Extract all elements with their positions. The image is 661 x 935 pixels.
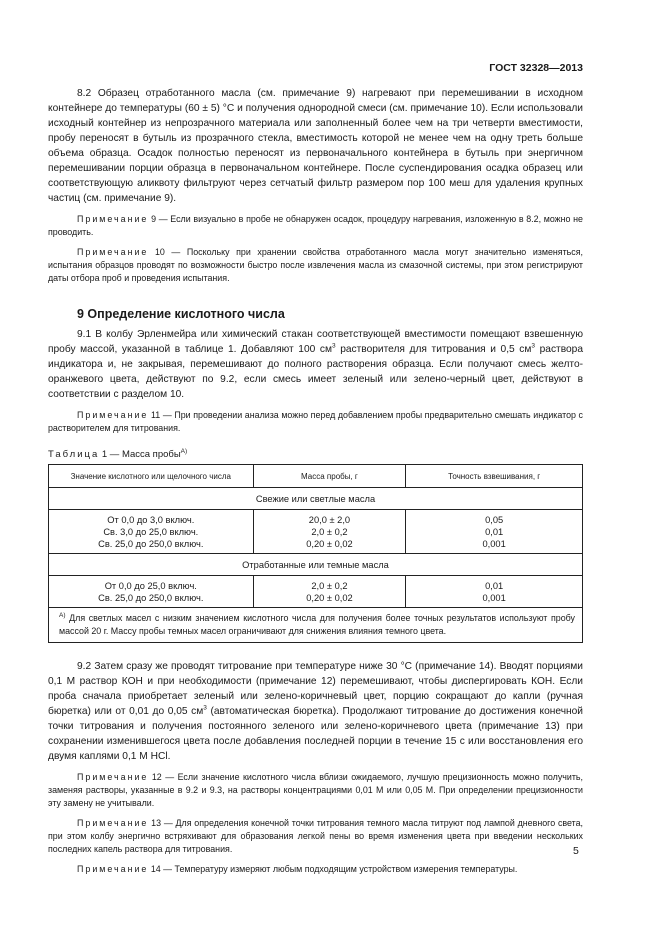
note-label: Примечание	[77, 247, 149, 257]
section-used-oils: Отработанные или темные масла	[49, 554, 583, 576]
note-label: Примечание	[77, 864, 149, 874]
section-row-fresh	[49, 488, 583, 510]
range-value: Св. 25,0 до 250,0 включ.	[98, 593, 204, 603]
paragraph-8-2: 8.2 Образец отработанного масла (см. примечание 9) нагревают при перемешивании в исходном контейнере до температуры (60 ± 5) °С и получения однородной смеси (см. примечание 10). Если использовали исходный контейнер из непрозрачного материала или заполненный более чем на три четверти вместимости, пробу переносят в бутыль из прозрачного стекла, вместимость которой не менее чем на одну треть больше объема образца. Осадок полностью переносят из первоначального контейнера в бутыль при энергичном перемешивании порции образца в первоначальном контейнере. После суспендирования осадка образец или соответствующую аликвоту фильтруют через сетчатый фильтр размером пор 100 меш для удаления крупных частиц (см. примечание 9).	[48, 88, 583, 204]
section-fresh-oils: Свежие или светлые масла	[49, 488, 583, 510]
superscript: 3	[531, 342, 536, 350]
note-text: — Для определения конечной точки титрования темного масла титруют под лампой дневного света, при этом колбу энергично встряхивают для образования легкой пены во время изменения цвета при введении нескольких последних капель раствора для титрования.	[48, 818, 583, 854]
accuracy-value: 0,01	[485, 581, 504, 591]
range-value: Св. 3,0 до 25,0 включ.	[103, 527, 199, 537]
note-label: Примечание	[77, 818, 149, 828]
page-number: 5	[573, 845, 579, 857]
accuracy-value: 0,001	[482, 539, 506, 549]
table-1-sample-mass	[48, 464, 583, 643]
note-10	[48, 246, 583, 285]
text-run: растворителя для титрования и 0,5 см	[335, 344, 532, 355]
table-footnote-row	[49, 608, 583, 643]
note-number: 11	[151, 410, 161, 420]
range-value: От 0,0 до 3,0 включ.	[107, 515, 195, 525]
header-sample-mass: Масса пробы, г	[253, 465, 406, 488]
footnote-mark: A)	[59, 612, 66, 620]
note-14	[48, 863, 583, 876]
caption-footnote-mark: A)	[180, 447, 188, 455]
note-text: — Поскольку при хранении свойства отработанного масла могут значительно изменяться, испытания образцов проводят по возможности быстро после извлечения масла из смазочной системы, при этом регистрируют даты отбора проб и проведения испытания.	[48, 247, 583, 283]
superscript: 3	[203, 704, 207, 712]
note-12	[48, 771, 583, 810]
table-header-row	[49, 465, 583, 488]
note-text: — Если значение кислотного числа вблизи ожидаемого, лучшую прецизионность можно получить, заменяя растворы, указанные в 9.2 и 9.3, на растворы концентрациями 0,01 M или 0,05 M. При определении прецизионности эту замену не учитывали.	[48, 772, 583, 808]
note-number: 13	[151, 818, 162, 828]
note-13	[48, 817, 583, 856]
note-number: 10	[154, 247, 165, 257]
text-run: 9.1 В колбу Эрленмейра или химический стакан соответствующей вместимости помещают взвешенную пробу массой, указанной в таблице 1. Добавляют 100 см	[48, 329, 583, 355]
range-value: Св. 25,0 до 250,0 включ.	[98, 539, 204, 549]
table-row-group-used	[49, 576, 583, 608]
accuracy-value: 0,01	[485, 527, 504, 537]
note-text: — Температуру измеряют любым подходящим устройством измерения температуры.	[160, 864, 518, 874]
range-value: От 0,0 до 25,0 включ.	[104, 581, 197, 591]
page-content	[48, 86, 583, 876]
cell-accuracies	[406, 510, 583, 554]
mass-value: 0,20 ± 0,02	[306, 539, 353, 549]
note-label: Примечание	[77, 772, 149, 782]
note-number: 9	[151, 214, 157, 224]
mass-value: 20,0 ± 2,0	[308, 515, 351, 525]
cell-masses	[253, 576, 406, 608]
footnote-text: Для светлых масел с низким значением кислотного числа для получения более точных результатов используют пробу массой 20 г. Массу пробы темных масел ограничивают для снижения влияния темного цвета.	[59, 613, 575, 636]
table-footnote	[49, 608, 583, 643]
note-11	[48, 409, 583, 435]
cell-accuracies	[406, 576, 583, 608]
text-run: (автоматическая бюретка). Продолжают титрование до достижения конечной точки титрования и получения постоянного зеленого или зелено-коричневого цвета (примечание 13) при сохранении изменившегося цвета после добавления последней порции в течение 15 с или восстановления его двумя каплями 0,1 M HCl.	[48, 706, 583, 762]
note-label: Примечание	[77, 214, 149, 224]
mass-value: 2,0 ± 0,2	[311, 581, 348, 591]
table-row-group-fresh	[49, 510, 583, 554]
cell-ranges	[49, 576, 254, 608]
caption-label: Таблица	[48, 449, 100, 460]
section-9-heading: 9 Определение кислотного числа	[77, 307, 285, 321]
note-label: Примечание	[77, 410, 149, 420]
accuracy-value: 0,05	[485, 515, 504, 525]
superscript: 3	[331, 342, 336, 350]
note-number: 14	[150, 864, 161, 874]
section-row-used	[49, 554, 583, 576]
mass-value: 0,20 ± 0,02	[306, 593, 353, 603]
paragraph-9-1	[48, 327, 583, 402]
cell-ranges	[49, 510, 254, 554]
header-weighing-accuracy: Точность взвешивания, г	[406, 465, 583, 488]
text-run: раствора индикатора и, не закрывая, перемешивают до полного растворения образца. Если получают смесь желто-оранжевого цвета, действуют по 9.2, если смесь имеет зеленый или зелено-черный цвет, действуют в соответствии с разделом 10.	[48, 344, 584, 400]
accuracy-value: 0,001	[482, 593, 506, 603]
header-acid-number: Значение кислотного или щелочного числа	[49, 465, 254, 488]
document-code: ГОСТ 32328—2013	[489, 62, 583, 74]
table-1-caption	[48, 449, 583, 460]
text-run: 9.2 Затем сразу же проводят титрование при температуре ниже 30 °С (примечание 14). Вводят порциями 0,1 M раствор КОН и при необходимости (примечание 12) перемешивают, чтобы диспергировать КОН. Если проба сначала приобретает зеленый или зелено-коричневый цвет, порцию сокращают до капли (ручная бюретка) или от 0,01 до 0,05 см	[48, 661, 583, 717]
note-text: — При проведении анализа можно перед добавлением пробы предварительно смешать индикатор с растворителем для титрования.	[48, 410, 583, 433]
cell-masses	[253, 510, 406, 554]
note-9	[48, 213, 583, 239]
caption-text: 1 — Масса пробы	[99, 449, 181, 460]
mass-value: 2,0 ± 0,2	[311, 527, 348, 537]
note-text: — Если визуально в пробе не обнаружен осадок, процедуру нагревания, изложенную в 8.2, можно не проводить.	[48, 214, 583, 237]
note-number: 12	[151, 772, 162, 782]
paragraph-9-2	[48, 659, 583, 764]
